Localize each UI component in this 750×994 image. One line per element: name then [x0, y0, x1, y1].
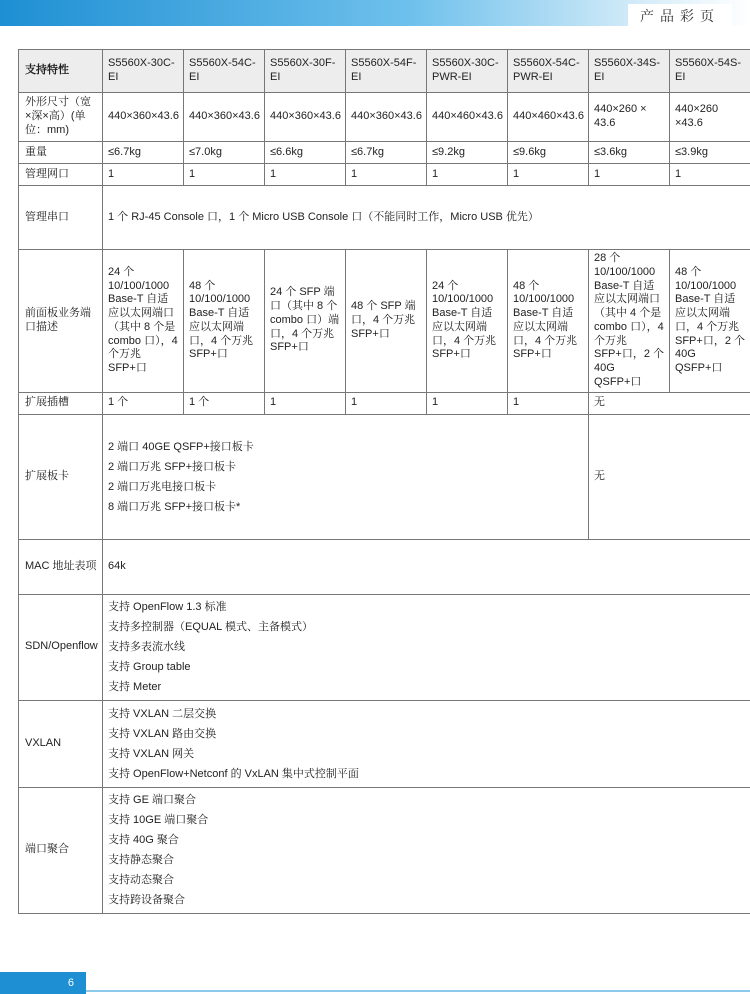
dims-cell: 440×260 × 43.6	[589, 93, 670, 142]
serial-row	[19, 186, 750, 250]
page-number: 6	[0, 972, 86, 994]
card-item: 2 端口万兆 SFP+接口板卡	[108, 460, 237, 473]
vxlan-item: 支持 VXLAN 路由交换	[108, 727, 217, 740]
front-panel-cell: 48 个 10/100/1000 Base-T 自适应以太网端口，4 个万兆 SFP+口	[508, 250, 589, 393]
front-panel-cell: 48 个 SFP 端口，4 个万兆 SFP+口	[346, 250, 427, 393]
dims-cell: 440×260 ×43.6	[670, 93, 750, 142]
mgmt-port-cell: 1	[670, 164, 750, 186]
sdn-label: SDN/Openflow	[19, 594, 103, 700]
serial-label: 管理串口	[19, 186, 103, 250]
weight-cell: ≤6.6kg	[265, 142, 346, 164]
sdn-item: 支持 OpenFlow 1.3 标准	[108, 601, 227, 613]
sdn-item: 支持多控制器（EQUAL 模式、主备模式）	[108, 621, 313, 633]
sdn-item: 支持多表流水线	[108, 641, 185, 653]
mgmt-port-cell: 1	[508, 164, 589, 186]
dims-cell: 440×360×43.6	[265, 93, 346, 142]
mgmt-port-cell: 1	[184, 164, 265, 186]
front-panel-cell: 24 个 10/100/1000 Base-T 自适应以太网端口，4 个万兆 SFP+口	[427, 250, 508, 393]
card-item: 2 端口万兆电接口板卡	[108, 480, 217, 493]
card-none-cell: 无	[589, 414, 750, 539]
model-cell: S5560X-30C-PWR-EI	[427, 50, 508, 93]
slot-cell: 1	[427, 392, 508, 414]
dims-cell: 440×460×43.6	[427, 93, 508, 142]
dims-row	[19, 93, 750, 142]
spec-table	[18, 49, 750, 914]
slot-row	[19, 392, 750, 414]
card-item: 2 端口 40GE QSFP+接口板卡	[108, 440, 254, 453]
front-panel-row	[19, 250, 750, 393]
dims-cell: 440×460×43.6	[508, 93, 589, 142]
card-row	[19, 414, 750, 539]
corner-label: 支持特性	[19, 50, 103, 93]
weight-cell: ≤7.0kg	[184, 142, 265, 164]
slot-none-cell: 无	[589, 392, 750, 414]
model-cell: S5560X-54C-PWR-EI	[508, 50, 589, 93]
weight-row	[19, 142, 750, 164]
model-header-row	[19, 50, 750, 93]
aggregation-item: 支持跨设备聚合	[108, 894, 185, 906]
vxlan-row	[19, 700, 750, 787]
card-item: 8 端口万兆 SFP+接口板卡*	[108, 500, 241, 513]
model-cell: S5560X-54C-EI	[184, 50, 265, 93]
vxlan-label: VXLAN	[19, 700, 103, 787]
sdn-row	[19, 594, 750, 700]
front-panel-cell: 48 个 10/100/1000 Base-T 自适应以太网端口，4 个万兆 SFP+口，2 个 40G QSFP+口	[670, 250, 750, 393]
mgmt-port-cell: 1	[427, 164, 508, 186]
aggregation-item: 支持动态聚合	[108, 874, 174, 886]
mac-label: MAC 地址表项	[19, 539, 103, 594]
sdn-item: 支持 Group table	[108, 661, 191, 673]
header-band	[0, 0, 750, 26]
front-panel-label: 前面板业务端口描述	[19, 250, 103, 393]
aggregation-item: 支持 40G 聚合	[108, 834, 179, 846]
mgmt-port-label: 管理网口	[19, 164, 103, 186]
weight-cell: ≤3.6kg	[589, 142, 670, 164]
mac-cell: 64k	[103, 539, 750, 594]
front-panel-cell: 24 个 SFP 端口（其中 8 个 combo 口）端口，4 个万兆 SFP+口	[265, 250, 346, 393]
dims-label: 外形尺寸（宽×深×高）(单位：mm)	[19, 93, 103, 142]
mgmt-port-cell: 1	[589, 164, 670, 186]
aggregation-list	[103, 787, 750, 913]
card-label: 扩展板卡	[19, 414, 103, 539]
slot-cell: 1 个	[184, 392, 265, 414]
model-cell: S5560X-30C-EI	[103, 50, 184, 93]
mgmt-port-cell: 1	[346, 164, 427, 186]
card-list	[103, 414, 589, 539]
footer-divider	[86, 990, 750, 992]
slot-cell: 1	[265, 392, 346, 414]
mgmt-port-cell: 1	[103, 164, 184, 186]
weight-cell: ≤3.9kg	[670, 142, 750, 164]
dims-cell: 440×360×43.6	[184, 93, 265, 142]
slot-cell: 1	[346, 392, 427, 414]
aggregation-row	[19, 787, 750, 913]
front-panel-cell: 28 个 10/100/1000 Base-T 自适应以太网端口（其中 4 个是 combo 口），4 个万兆 SFP+口，2 个 40G QSFP+口	[589, 250, 670, 393]
model-cell: S5560X-54S-EI	[670, 50, 750, 93]
weight-cell: ≤9.6kg	[508, 142, 589, 164]
aggregation-item: 支持 10GE 端口聚合	[108, 814, 209, 826]
mac-row	[19, 539, 750, 594]
serial-cell: 1 个 RJ-45 Console 口，1 个 Micro USB Console 口（不能同时工作，Micro USB 优先）	[103, 186, 750, 250]
slot-label: 扩展插槽	[19, 392, 103, 414]
vxlan-item: 支持 VXLAN 二层交换	[108, 707, 217, 720]
weight-cell: ≤9.2kg	[427, 142, 508, 164]
model-cell: S5560X-30F-EI	[265, 50, 346, 93]
aggregation-label: 端口聚合	[19, 787, 103, 913]
weight-label: 重量	[19, 142, 103, 164]
weight-cell: ≤6.7kg	[103, 142, 184, 164]
sdn-item: 支持 Meter	[108, 681, 162, 693]
aggregation-item: 支持 GE 端口聚合	[108, 794, 197, 806]
vxlan-item: 支持 VXLAN 网关	[108, 747, 195, 760]
vxlan-list	[103, 700, 750, 787]
model-cell: S5560X-34S-EI	[589, 50, 670, 93]
mgmt-port-cell: 1	[265, 164, 346, 186]
dims-cell: 440×360×43.6	[346, 93, 427, 142]
weight-cell: ≤6.7kg	[346, 142, 427, 164]
vxlan-item: 支持 OpenFlow+Netconf 的 VxLAN 集中式控制平面	[108, 767, 359, 780]
slot-cell: 1	[508, 392, 589, 414]
front-panel-cell: 24 个 10/100/1000 Base-T 自适应以太网端口（其中 8 个是 combo 口），4 个万兆 SFP+口	[103, 250, 184, 393]
header-title: 产品彩页	[628, 4, 732, 28]
front-panel-cell: 48 个 10/100/1000 Base-T 自适应以太网端口，4 个万兆 SFP+口	[184, 250, 265, 393]
sdn-list	[103, 594, 750, 700]
dims-cell: 440×360×43.6	[103, 93, 184, 142]
model-cell: S5560X-54F-EI	[346, 50, 427, 93]
aggregation-item: 支持静态聚合	[108, 854, 174, 866]
slot-cell: 1 个	[103, 392, 184, 414]
mgmt-port-row	[19, 164, 750, 186]
